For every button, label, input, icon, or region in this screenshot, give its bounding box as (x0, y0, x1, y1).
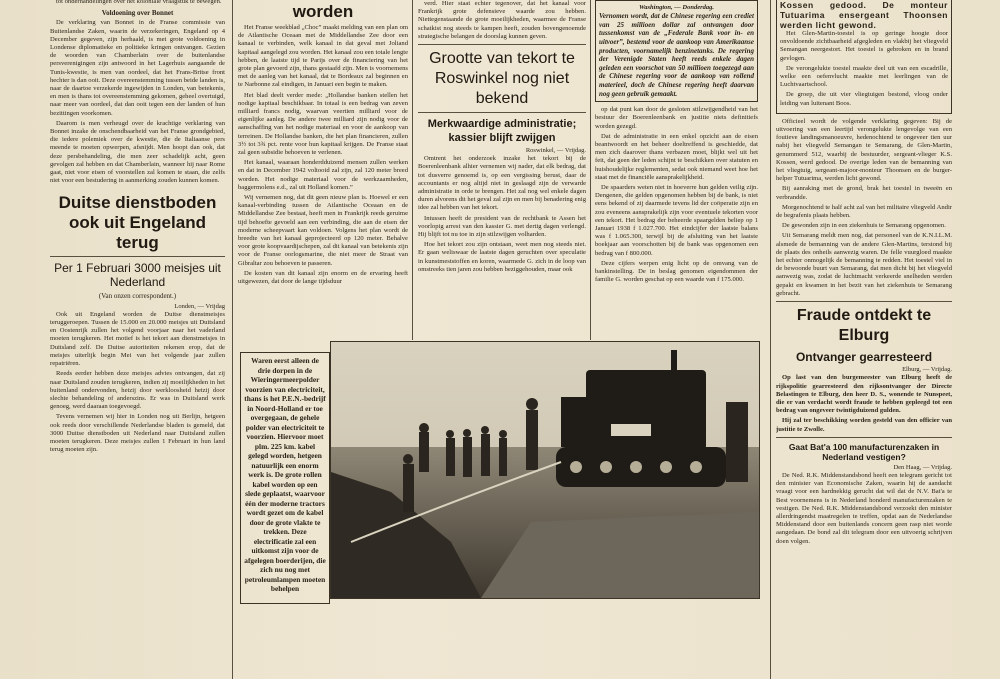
col-e-subheadline: Ontvanger gearresteerd (795, 350, 933, 365)
col-c-headline: Grootte van tekort te Roswinkel nog niet bekend (429, 50, 575, 108)
col-d-boxtext: Vernomen wordt, dat de Chinese regering een crediet van 25 millioen dollar zal ontvangen door tussenkomst van de „Federale Bank voor in- en uitvoer”, bestemd voor de aankoop van Amerikaanse producten, voornamelijk benzinetanks. De regering der Verenigde Staten heeft reeds enkele dagen geleden een voorschot van 50 millioen toegezegd aan de Chinese regering voor de aankoop van rollend materieel, doch de Chinese regering heeft daarvan nog geen gebruik gemaakt. (599, 12, 754, 98)
col-a-paragraph: Ook uit Engeland worden de Duitse dienstmeisjes teruggeroepen. Tussen de 15.000 en 20.000 meisjes uit Duitsland en Oostenrijk zullen het volgend voorjaar naar het vaderland moeten terugkeren. Het motief is het tekort aan dienstmeisjes in Duitsland zelf. De Duitse autoriteiten rekenen erop, dat de meisjes uiterlijk begin Mei van het volgende jaar zullen repatriëren. (50, 310, 225, 368)
column-a (50, 0, 225, 679)
col-e-paragraph: Het Glen-Martin-toestel is op geringe hoogte door onvoldoende zichtbaarheid afgegleden en vlakbij het vliegveld Semangan neergestort. Het toestel is gebroken en in brand gevlogen. (780, 30, 948, 62)
col-c-paragraph: Hoe het tekort zou zijn ontstaan, weet men nog steeds niet. Er gaan weliswaar de laatste dagen geruchten over speculatie in kunstmeststoffen en koren, waarmede G. zich in de loop van omstreeks tien jaren zou hebben beziggehouden, maar ook (418, 241, 586, 273)
col-a-paragraph: Daarom is men verheugd over de krachtige verklaring van Bonnet inzake de onschendbaarheid van het Franse grondgebied, die iedere polemiek over de kwestie, die de Italiaanse pers meende te moeten opwerpen, afsnijdt. Men hoopt dan ook, dat deze persbehandeling, die men zeer schadelijk acht, geen gevolgen zal hebben en dat Chamberlain, wanneer hij naar Rome gaat, niet voor eisen of voorstellen zal komen te staan, die zelfs niet voor een bestudering in aanmerking zouden kunnen komen. (50, 119, 225, 185)
column-rule (590, 0, 591, 340)
col-e-dateline: Elburg, — Vrijdag. (902, 366, 952, 374)
col-b-paragraph: Het Franse weekblad „Choc” maakt melding van een plan om de Atlantische Oceaan met de Middellandse Zee door een kanaal te verbinden, welk kanaal in dat geval met Joliand kapitaal aangelegd zou worden. Het kanaal zou een totale lengte hebben, de laatste tijd te Parijs over de financiering van het grote plan gevoerd zijn, thans gestaafd zijn. Men is voornemens met de aanleg van het kanaal, dat te Bordeaux zal beginnen en te Narbonne zal eindigen, in Januari een begin te maken. (238, 24, 408, 89)
col-e-paragraph: Officieel wordt de volgende verklaring gegeven: Bij de uitvoering van een leertijd verongelukte lengevolge van een foutieve landingsmanoeuvre, hedenochtend te ongeveer tien uur nabij het vliegveld Semangan te Semarang, de Glen-Martin, genummerd 512, waarbij de bestuurder, sergeant-vlieger K.S. Kossen, werd gedood. De overige leden van de bemanning van het vliegtuig, sergeant-majoor-monteur Thoonsen en de burger-helper Tutuarima, werden licht gewond. (776, 117, 952, 183)
col-d-paragraph: op dat punt kan door de gesloten stilzwijgendheid van het bestuur der Boerenleenbank en justitie niets definitiefs worden gezegd. (595, 106, 758, 130)
divider (50, 256, 225, 257)
col-d-dateline: Washington, — Donderdag. (638, 4, 714, 11)
col-c-paragraph: Omtrent het onderzoek inzake het tekort bij de Boerenleenbank alhier vernemen wij nader, dat elk bedrag, dat tot dusverre genoemd is, op een vergissing berust, daar de accountants er nog altijd niet in geslaagd zijn de verwarde administratie in orde te brengen. Het zal nog wel enkele dagen duren alvorens dit het geval zal zijn en men bij benadering enig idee zal hebben van het tekort. (418, 155, 586, 212)
col-b-headline-tail: worden (292, 2, 354, 21)
column-e (776, 0, 952, 679)
col-e-paragraph: Op last van den burgemeester van Elburg heeft de rijkspolitie gearresteerd den rijksontvanger der Directe Belastingen te Elburg, den heer D. S., wonende te Nunspeet, die er van verdacht wordt fraude te hebben gepleegd tot een bedrag van ongeveer twintigduizend gulden. (776, 374, 952, 415)
col-e-paragraph: De gewonden zijn in een ziekenhuis te Semarang opgenomen. (782, 222, 946, 230)
divider (776, 437, 952, 438)
photo-caption: Waren eerst alleen de drie dorpen in de Wieringermeerpolder voorzien van electriciteit, thans is het P.E.N.-bedrijf in Noord-Holland er toe overgegaan, de gehele polder van electriciteit te voorzien. Hiervoor moet plm. 225 km. kabel gelegd worden, hetgeen natuurlijk een enorm werk is. De grote rollen kabel worden op een slede geplaatst, waarvoor één der moderne tractors wordt gezet om de kabel door de grote vlakte te trekken. Deze electrificatie zal een uitkomst zijn voor de afgelegen boerderijen, die zich nu nog met petroleumlampen moeten behelpen (240, 352, 330, 604)
col-a-subheadline: Per 1 Februari 3000 meisjes uit Nederland (54, 261, 221, 290)
col-b-paragraph: Wij vernemen nog, dat dit geen nieuw plan is. Hoewel er een kanaal-verbinding tussen de Atlantische Oceaan en de Middellandse Zee bestaat, heeft men in Frankrijk reeds geruime tijd behoefte gevoeld aan een verbinding, die aan de eisen der moderne scheepvaart kan voldoen. Volgens het plan wordt de breedte van het kanaal geprojecteerd op 120 meter. Behalve voor grote koopvaardijschepen, zal dit kanaal van betekenis zijn voor de Franse oorlogsmarine, die niet meer de Straat van Gibraltar zou behoeven te passeren. (238, 194, 408, 267)
column-rule (232, 0, 233, 679)
col-d-paragraph: Dat de administratie in een enkel opzicht aan de eisen beantwoordt en het beheer doeltreffend is geschiedde, dat men zich daarover thans verbazen moet, blijkt wel uit het feit, dat geen der leden schijnt te beschikken over statuten en huishoudelijke reglementen, sedat ook niemand weet hoe het staat met de financiële aansprakelijkheid. (595, 132, 758, 181)
column-d (595, 0, 758, 338)
column-rule (770, 0, 771, 679)
col-e-top-box (776, 0, 952, 114)
col-d-paragraph: De spaarders weten niet in hoeverre hun gelden veilig zijn. Dengenen, die gelden opgenomen hebben bij de bank, is niet eens bekend of zij daarmede tevens lid der coöperatie zijn en zou eveneens aansprakelijk zijn voor eventuele tekorten voor een tekort. Het bedrag der beheerde spaargelden beliep op 1 Januari 1938 f 1.027.700. Het eindcijfer der laatste balans was f 1.065.300, terwijl bij de afsluiting van het laatste boekjaar aan voorschotten bij de bank was opgenomen een bedrag van f 800.000. (595, 183, 758, 257)
col-e-paragraph: Hij zal ter beschikking worden gesteld van den officier van justitie te Zwolle. (776, 417, 952, 433)
col-e-paragraph: Bij aanraking met de grond, brak het toestel in tweeën en verbrandde. (776, 185, 952, 201)
col-c-dateline: Roswinkel, — Vrijdag. (525, 147, 586, 155)
col-e-paragraph: De groep, die uit vier vliegtuigen bestond, vloog onder leiding van luitenant Boos. (780, 91, 948, 107)
divider (418, 112, 586, 113)
col-e-headline-fraude: Fraude ontdekt te Elburg (796, 307, 932, 345)
divider (776, 301, 952, 302)
col-b-paragraph: Het blad deelt verder mede: „Hollandse banken stellen het nodige kapitaal beschikbaar. In totaal is een bedrag van zeven milliard francs nodig, waarvan veertien milliard voor de eigenlijke aanleg. De andere twee milliard zijn nodig voor de aanschaffing van het nodige materiaal en voor de aankoop van terreinen. De Hollandse banken, die het plan financieren, zullen 3½ tot 3¾ pct. rente voor hun kapitaal krijgen. De Franse staat zal geen subsidie behoeven te verlenen. (238, 91, 408, 157)
col-a-subhead-bonnet: Voldoening over Bonnet (101, 9, 174, 18)
col-a-dateline: Londen, — Vrijdag (174, 302, 225, 310)
col-c-top: verd. Hier staat echter tegenover, dat het kanaal voor Frankrijk grote defensieve waarde zou hebben. Niettegenstaande de grote moeilijkheden, waarmee de Franse schatkist nog steeds te kampen heeft, zouden bovengenoemde strategische belangen de doorslag kunnen geven. (418, 0, 586, 40)
col-c-subheadline: Merkwaardige administratie; kassier blijft zwijgen (427, 118, 577, 145)
col-a-paragraph: Reeds eerder hebben deze meisjes advies ontvangen, dat zij naar Duitsland zouden terugkeren, indien zij moeilijkheden in het buitenland ondervonden, hetzij door werkloosheid hetzij door slechte behandeling of anderszins. Er was in Duitsland werk genoeg, werd daaraan toegevoegd. (50, 370, 225, 411)
col-a-paragraph: Tevens vernemen wij hier in Londen nog uit Berlijn, hetgeen ook reeds door verschillende Nederlandse bladen is gemeld, dat 3000 Duitse dienstboden uit Nederland naar Duitsland zullen moeten terugkeren. Deze meisjes zullen 1 Februari in hun land terug moeten zijn. (50, 413, 225, 454)
col-e-dateline: Den Haag, — Vrijdag. (893, 463, 952, 471)
col-a-top-text: tot onderhandelingen over het koloniale vraagstuk te bewegen. (56, 0, 222, 5)
column-b (238, 0, 408, 340)
column-c (418, 0, 586, 338)
photo-tractor-cable (330, 341, 760, 599)
photo-illustration (331, 342, 759, 598)
divider (418, 44, 586, 45)
col-c-paragraph: Intussen heeft de president van de rechtbank te Assen het voorlopig arrest van den kassier G. met dertig dagen verlengd. Hij blijft tot nu toe in zijn stilzwijgen volharden. (418, 214, 586, 239)
col-e-paragraph: Uit Semarang meldt men nog, dat personeel van de K.N.I.L.M. alsmede de bemanning van de andere Glen-Martins, terstond bij de plaats des onheils aanwezig waren. De felle vuurgloed maakte het echter onmogelijk de bemanning te redden. Het toestel viel in de bewoonde buurt van Semarang, dat men dicht bij het vliegveld aanwezig was, zodat de luchtmacht verkeerde snelheden werden gepakt en kwamen in het bezit van het ziekenhuis te Semarang gebracht. (776, 232, 952, 297)
china-credit-box (595, 0, 758, 102)
col-e-top-text: Kossen gedood. De monteur Tutuarima ensergeant Thoonsen werden licht gewond. (780, 0, 948, 30)
col-d-paragraph: Deze cijfers werpen enig licht op de omvang van de bankinstelling. De in beslag genomen eigendommen der familie G. worden geschat op een waarde van f 175.000. (595, 259, 758, 284)
col-e-paragraph: De Ned. R.K. Middenstandsbond heeft een telegram gericht tot den minister van Economische Zaken, waarin hij de aandacht vraagt voor een hardnekkig gerucht dat wil dat de N.V. Bat'a te Best voornemens is in Nederland honderd manufacturenzaken te vestigen. De Ned. R.K. Middenstandsbond verzoekt den minister allerdringendst maatregelen te treffen, opdat aan de Nederlandse Middenstand door een buitenlands concern geen rasp niet worde aangedaan. De bond zal dit telegram door een uitvoerig schrijven doen volgen. (776, 471, 952, 545)
col-a-paragraph: De verklaring van Bonnet in de Franse commissie van Buitenlandse Zaken, waarin de verzekeringen, Engeland op 4 December gegeven, zijn herhaald, is met grote voldoening in Londense diplomatieke en politieke kringen ontvangen. Gezien de woorden van Chamberlain over de buitenlandse persverenigingen zijn antwoord in het Lagerhuis aangaande de Tunis-kwestie, is men van oordeel, dat het Frans-Britse front hechter is dan ooit. Deze overeenstemming tussen beide landen is, naar de daartoe verzekerde ingewijden in Londen, van betekenis, en men is thans tot overeenstemming gekomen, geheel overtuigd, naar meer van oordeel, dat dan ooit tegen een der landen of hun bezittingen voorkomen. (50, 19, 225, 117)
col-e-headline-bata: Gaat Bat'a 100 manufacturenzaken in Nederland vestigen? (788, 441, 940, 462)
col-a-headline: Duitse dienstboden ook uit Engeland terug (58, 193, 217, 253)
col-b-paragraph: Het kanaal, waaraan honderdduizend mensen zullen werken en dat in December 1942 voltooid zal zijn, zal 120 meter breed worden. Het nodige materiaal voor de werkzaamheden, baggermolens e.d., zal uit Holland komen.” (238, 159, 408, 191)
column-rule (412, 0, 413, 340)
col-e-paragraph: Morgenochtend te half acht zal van het militaire vliegveld Andir de begrafenis plaats hebben. (776, 203, 952, 220)
col-b-paragraph: De kosten van dit kanaal zijn enorm en de ervaring heeft uitgewezen, dat door de lange tijdsduur (238, 269, 408, 286)
col-e-paragraph: De verongelukte toestel maakte deel uit van een escadrille, welke een oefenvlucht maakte met leerlingen van de Luchtvaartschool. (780, 64, 948, 89)
col-a-correspondent: (Van onzen correspondent.) (98, 292, 177, 301)
